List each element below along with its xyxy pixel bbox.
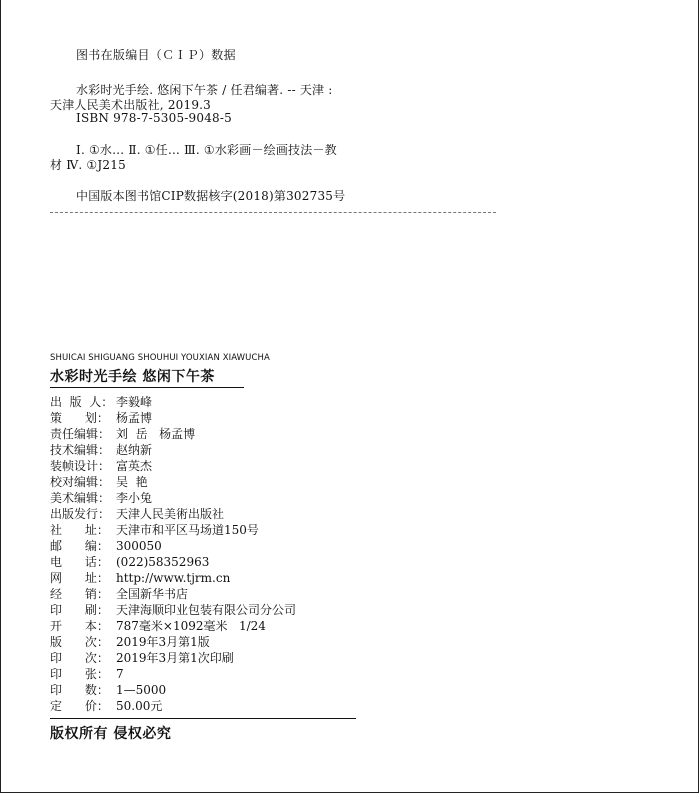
meta-value: 2019年3月第1版 bbox=[116, 635, 210, 649]
meta-value: 刘 岳 杨孟博 bbox=[116, 427, 196, 441]
meta-label: 印 数： bbox=[50, 683, 109, 697]
cip-title-line: 水彩时光手绘. 悠闲下午茶 / 任君编著. -- 天津 : bbox=[76, 83, 333, 97]
meta-value: 1—5000 bbox=[116, 683, 167, 697]
meta-row bbox=[50, 602, 296, 618]
meta-label: 网 址： bbox=[50, 571, 109, 585]
meta-row bbox=[50, 394, 296, 410]
meta-label: 策 划： bbox=[50, 411, 109, 425]
meta-row bbox=[50, 698, 296, 714]
meta-value: http://www.tjrm.cn bbox=[116, 571, 231, 585]
meta-value: 李毅峰 bbox=[116, 395, 153, 409]
meta-row bbox=[50, 426, 296, 442]
meta-label: 责任编辑： bbox=[50, 427, 111, 441]
copyright-notice: 版权所有 侵权必究 bbox=[50, 726, 172, 742]
meta-label: 定 价： bbox=[50, 699, 109, 713]
publication-details bbox=[50, 394, 296, 714]
meta-value: 全国新华书店 bbox=[116, 587, 189, 601]
meta-row bbox=[50, 474, 296, 490]
meta-value: 50.00元 bbox=[116, 699, 163, 713]
meta-row bbox=[50, 634, 296, 650]
meta-value: 300050 bbox=[116, 539, 162, 553]
meta-row bbox=[50, 666, 296, 682]
meta-label: 经 销： bbox=[50, 587, 109, 601]
meta-label: 印 次： bbox=[50, 651, 109, 665]
meta-row bbox=[50, 490, 296, 506]
meta-value: 杨孟博 bbox=[116, 411, 153, 425]
meta-row bbox=[50, 618, 296, 634]
dashed-divider bbox=[50, 212, 496, 213]
meta-row bbox=[50, 410, 296, 426]
meta-row bbox=[50, 682, 296, 698]
meta-row bbox=[50, 570, 296, 586]
meta-row bbox=[50, 506, 296, 522]
cip-classification-cont: 材 Ⅳ. ①J215 bbox=[50, 158, 126, 172]
meta-label: 电 话： bbox=[50, 555, 109, 569]
meta-value: 787毫米×1092毫米 1/24 bbox=[116, 619, 266, 633]
meta-value: 赵纳新 bbox=[116, 443, 153, 457]
meta-label: 印 刷： bbox=[50, 603, 109, 617]
meta-value: 天津海顺印业包装有限公司分公司 bbox=[116, 603, 297, 617]
meta-label: 开 本： bbox=[50, 619, 109, 633]
meta-label: 装帧设计： bbox=[50, 459, 111, 473]
meta-row bbox=[50, 538, 296, 554]
cip-publisher-line: 天津人民美术出版社, 2019.3 bbox=[50, 98, 212, 112]
details-bottom-rule bbox=[50, 718, 356, 719]
meta-row bbox=[50, 586, 296, 602]
meta-value: 天津市和平区马场道150号 bbox=[116, 523, 259, 537]
cip-classification-line: Ⅰ. ①水… Ⅱ. ①任… Ⅲ. ①水彩画－绘画技法－教 bbox=[76, 143, 337, 157]
title-underline bbox=[50, 387, 244, 388]
meta-label: 版 次： bbox=[50, 635, 109, 649]
meta-label: 社 址： bbox=[50, 523, 109, 537]
meta-row bbox=[50, 522, 296, 538]
meta-label: 邮 编： bbox=[50, 539, 109, 553]
book-pinyin-title: SHUICAI SHIGUANG SHOUHUI YOUXIAN XIAWUCHA bbox=[50, 353, 270, 363]
meta-value: (022)58352963 bbox=[116, 555, 210, 569]
meta-label: 校对编辑： bbox=[50, 475, 111, 489]
cip-heading: 图书在版编目（ＣＩＰ）数据 bbox=[76, 48, 236, 62]
meta-row bbox=[50, 458, 296, 474]
meta-value: 天津人民美術出版社 bbox=[116, 507, 225, 521]
meta-value: 富英杰 bbox=[116, 459, 153, 473]
meta-row bbox=[50, 650, 296, 666]
meta-value: 2019年3月第1次印刷 bbox=[116, 651, 234, 665]
meta-label: 印 张： bbox=[50, 667, 109, 681]
meta-value: 吴 艳 bbox=[116, 475, 148, 489]
meta-value: 李小兔 bbox=[116, 491, 153, 505]
meta-label: 技术编辑： bbox=[50, 443, 111, 457]
cip-isbn-line: ISBN 978-7-5305-9048-5 bbox=[76, 111, 232, 125]
meta-label: 出版发行： bbox=[50, 507, 111, 521]
meta-label: 出 版 人： bbox=[50, 395, 114, 409]
meta-row bbox=[50, 442, 296, 458]
meta-row bbox=[50, 554, 296, 570]
cip-record-number: 中国版本图书馆CIP数据核字(2018)第302735号 bbox=[76, 189, 346, 203]
book-title: 水彩时光手绘 悠闲下午茶 bbox=[50, 369, 215, 385]
meta-label: 美术编辑： bbox=[50, 491, 111, 505]
meta-value: 7 bbox=[116, 667, 124, 681]
